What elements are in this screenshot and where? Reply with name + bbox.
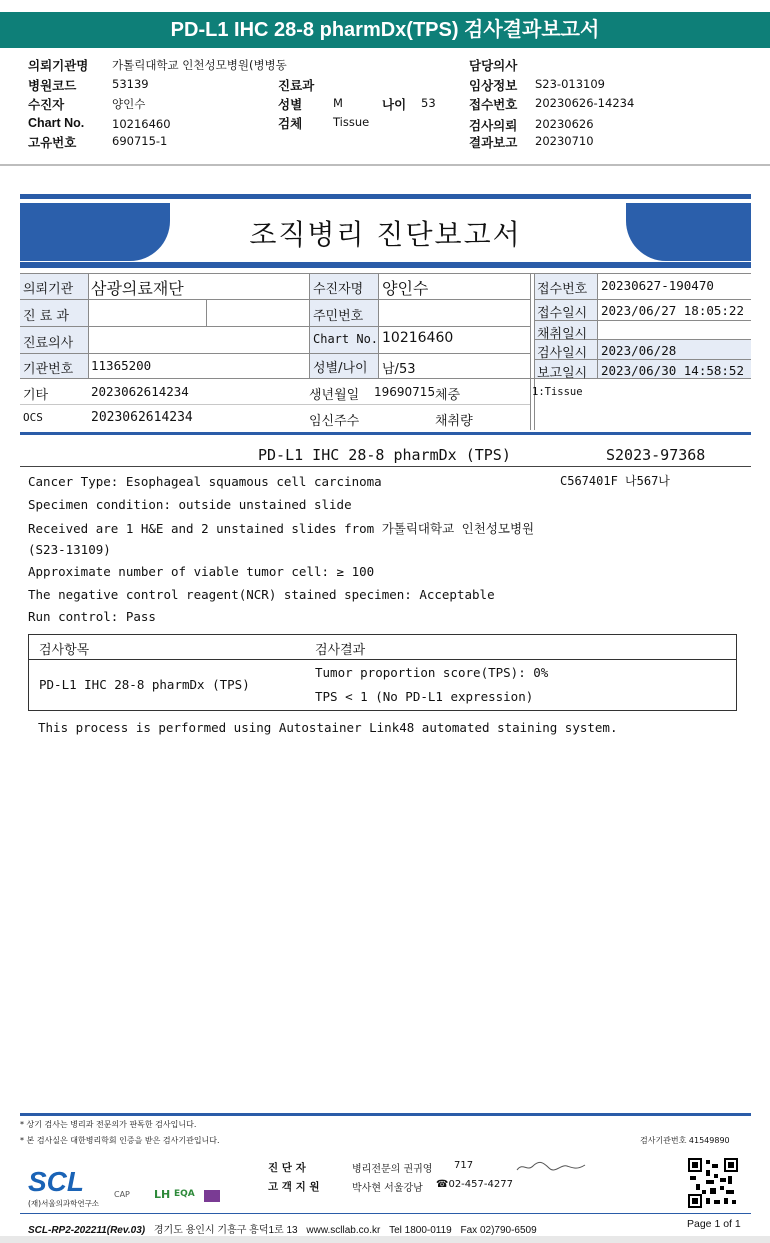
receipt-value: 20230626-14234 bbox=[535, 96, 635, 110]
contact-phone: ☎02-457-4277 bbox=[436, 1179, 513, 1190]
ocs-label: OCS bbox=[23, 411, 43, 424]
exam-label: 검사일시 bbox=[537, 346, 588, 361]
birth-label: 생년월일 bbox=[309, 388, 360, 403]
grid-line bbox=[20, 378, 751, 379]
sexage-label: 성별/나이 bbox=[313, 361, 368, 376]
age-label: 나이 bbox=[382, 98, 407, 112]
test-name: PD-L1 IHC 28-8 pharmDx (TPS) bbox=[258, 446, 511, 464]
instno-value: 11365200 bbox=[91, 358, 152, 373]
footer-note-1: * 상기 검사는 병리과 전문의가 판독한 검사입니다. bbox=[20, 1120, 197, 1129]
company-fax: Fax 02)790-6509 bbox=[460, 1225, 537, 1236]
specimen-label: 검체 bbox=[278, 117, 303, 131]
etc-value: 2023062614234 bbox=[91, 384, 189, 399]
page-bottom-edge bbox=[0, 1236, 770, 1243]
collect-label: 채취일시 bbox=[537, 327, 588, 342]
report-title-bar bbox=[0, 12, 770, 48]
cancer-type-line: Cancer Type: Esophageal squamous cell carcinoma bbox=[28, 474, 382, 489]
footer-note-2: * 본 검사실은 대한병리학회 인증을 받은 검사기관입니다. bbox=[20, 1136, 220, 1145]
certification-logos bbox=[114, 1188, 224, 1206]
pathology-report bbox=[20, 194, 751, 435]
grid-line bbox=[378, 273, 379, 378]
inst-label: 의뢰기관 bbox=[23, 282, 74, 297]
grid-line bbox=[206, 299, 207, 326]
reference-line: (S23-13109) bbox=[28, 542, 111, 557]
rcv-label: 접수번호 bbox=[537, 282, 588, 297]
preg-label: 임신주수 bbox=[309, 414, 360, 429]
contact-name: 박사현 서울강남 bbox=[352, 1183, 423, 1194]
doctor-label: 담당의사 bbox=[469, 59, 518, 73]
specimen-condition-line: Specimen condition: outside unstained slide bbox=[28, 497, 352, 512]
grid-line bbox=[534, 273, 535, 430]
chart-label: Chart No. bbox=[28, 116, 85, 130]
weight-label: 체중 bbox=[435, 388, 461, 403]
id-label: 주민번호 bbox=[313, 309, 364, 324]
footer-top-rule bbox=[20, 1113, 751, 1116]
hospital-code-value: 53139 bbox=[112, 77, 149, 91]
amount-label: 채취량 bbox=[435, 414, 473, 429]
tps-score: Tumor proportion score(TPS): 0% bbox=[315, 665, 549, 680]
dept-label: 진료과 bbox=[278, 79, 315, 93]
pathology-report-title: 조직병리 진단보고서 bbox=[249, 218, 522, 251]
unique-value: 690715-1 bbox=[112, 134, 168, 148]
staining-note: This process is performed using Autostainer Link48 automated staining system. bbox=[38, 720, 618, 735]
scl-logo-text: SCL bbox=[28, 1166, 84, 1197]
result-label: 결과보고 bbox=[469, 136, 518, 150]
inst-value: 삼광의료재단 bbox=[91, 279, 184, 298]
cap-logo: CAP bbox=[114, 1190, 130, 1199]
test-item: PD-L1 IHC 28-8 pharmDx (TPS) bbox=[39, 677, 250, 692]
viable-tumor-line: Approximate number of viable tumor cell: ≥ 100 bbox=[28, 564, 375, 579]
spec-value: 1:Tissue bbox=[532, 386, 583, 398]
cert-badge-icon bbox=[204, 1190, 220, 1202]
test-divider bbox=[20, 466, 751, 467]
chart-label: Chart No. bbox=[313, 332, 379, 346]
table-header-rule bbox=[29, 659, 736, 660]
footer-bottom-rule bbox=[20, 1213, 751, 1214]
col-item-header: 검사항목 bbox=[39, 643, 90, 658]
grid-line bbox=[88, 273, 89, 378]
dept-label: 진 료 과 bbox=[23, 309, 69, 324]
tps-interpretation: TPS < 1 (No PD-L1 expression) bbox=[315, 689, 534, 704]
report-label: 보고일시 bbox=[537, 366, 588, 381]
age-value: 53 bbox=[421, 96, 436, 110]
receipt-label: 접수번호 bbox=[469, 98, 518, 112]
col-result-header: 검사결과 bbox=[315, 643, 366, 658]
report-title: PD-L1 IHC 28-8 pharmDx(TPS) 검사결과보고서 bbox=[170, 19, 600, 41]
sex-value: M bbox=[333, 96, 343, 110]
grid-line bbox=[20, 404, 530, 405]
grid-line bbox=[309, 273, 310, 379]
lh-logo: LH bbox=[154, 1188, 171, 1201]
qr-code-icon bbox=[688, 1158, 738, 1208]
company-website[interactable]: www.scllab.co.kr bbox=[306, 1225, 381, 1236]
pathologist-label: 진 단 자 bbox=[268, 1162, 306, 1174]
birth-value: 19690715 bbox=[374, 385, 436, 399]
hospital-code-label: 병원코드 bbox=[28, 79, 77, 93]
doc-label: 진료의사 bbox=[23, 336, 74, 351]
contact-label: 고 객 지 원 bbox=[268, 1181, 320, 1193]
footer-info bbox=[28, 1221, 537, 1236]
grid-line bbox=[20, 273, 751, 274]
result-value: 20230710 bbox=[535, 134, 594, 148]
report-top-rule bbox=[20, 194, 751, 199]
run-control-line: Run control: Pass bbox=[28, 609, 156, 624]
patient-value: 양인수 bbox=[112, 97, 146, 111]
rcv-value: 20230627-190470 bbox=[601, 278, 714, 293]
etc-label: 기타 bbox=[23, 388, 49, 403]
patient-info-table bbox=[20, 268, 751, 430]
signature-icon bbox=[515, 1160, 595, 1174]
request-label: 검사의뢰 bbox=[469, 119, 518, 133]
info-bottom-rule bbox=[20, 432, 751, 435]
ocs-value: 2023062614234 bbox=[91, 410, 193, 425]
chart-value: 10216460 bbox=[382, 330, 454, 346]
scl-logo-subtitle: (재)서울의과학연구소 bbox=[28, 1199, 100, 1208]
grid-line bbox=[20, 326, 530, 327]
report-banner bbox=[20, 203, 751, 261]
result-table bbox=[28, 634, 737, 711]
patient-label: 수진자 bbox=[28, 98, 65, 112]
page-indicator: Page 1 of 1 bbox=[687, 1218, 741, 1230]
clinical-label: 임상정보 bbox=[469, 79, 518, 93]
company-address: 경기도 용인시 기흥구 흥덕1로 13 bbox=[153, 1225, 298, 1236]
grid-line bbox=[20, 299, 530, 300]
grid-line bbox=[20, 353, 530, 354]
pathologist-number: 717 bbox=[454, 1160, 474, 1171]
request-header bbox=[0, 52, 770, 164]
clinical-value: S23-013109 bbox=[535, 77, 605, 91]
institution-value: 가톨릭대학교 인천성모병원(병병동 bbox=[112, 58, 287, 72]
pathologist-name: 병리전문의 권귀영 bbox=[352, 1164, 433, 1175]
pt-value: 양인수 bbox=[382, 279, 429, 298]
block-number: C567401F 나567나 bbox=[560, 474, 670, 488]
request-value: 20230626 bbox=[535, 117, 594, 131]
grid-line bbox=[597, 273, 598, 378]
grid-line bbox=[534, 299, 751, 300]
chart-value: 10216460 bbox=[112, 117, 171, 131]
company-tel: Tel 1800-0119 bbox=[389, 1225, 452, 1236]
received-line: Received are 1 H&E and 2 unstained slides from 가톨릭대학교 인천성모병원 bbox=[28, 521, 535, 536]
eqa-logo: EQA bbox=[174, 1189, 195, 1199]
specimen-value: Tissue bbox=[333, 115, 370, 129]
institution-label: 의뢰기관명 bbox=[28, 59, 89, 73]
pt-label: 수진자명 bbox=[313, 282, 364, 297]
report-value: 2023/06/30 14:58:52 bbox=[601, 363, 744, 378]
rcvdate-label: 접수일시 bbox=[537, 306, 588, 321]
form-number: SCL-RP2-202211(Rev.03) bbox=[28, 1225, 146, 1236]
sexage-value: 남/53 bbox=[382, 362, 416, 377]
org-number: 검사기관번호 41549890 bbox=[640, 1136, 730, 1145]
grid-line bbox=[530, 273, 531, 430]
instno-label: 기관번호 bbox=[23, 362, 74, 377]
ncr-line: The negative control reagent(NCR) stained specimen: Acceptable bbox=[28, 587, 495, 602]
exam-value: 2023/06/28 bbox=[601, 343, 677, 358]
scl-logo bbox=[28, 1166, 84, 1198]
unique-label: 고유번호 bbox=[28, 136, 77, 150]
sex-label: 성별 bbox=[278, 98, 303, 112]
header-divider bbox=[0, 164, 770, 166]
rcvdate-value: 2023/06/27 18:05:22 bbox=[601, 303, 744, 318]
test-number: S2023-97368 bbox=[606, 446, 706, 464]
